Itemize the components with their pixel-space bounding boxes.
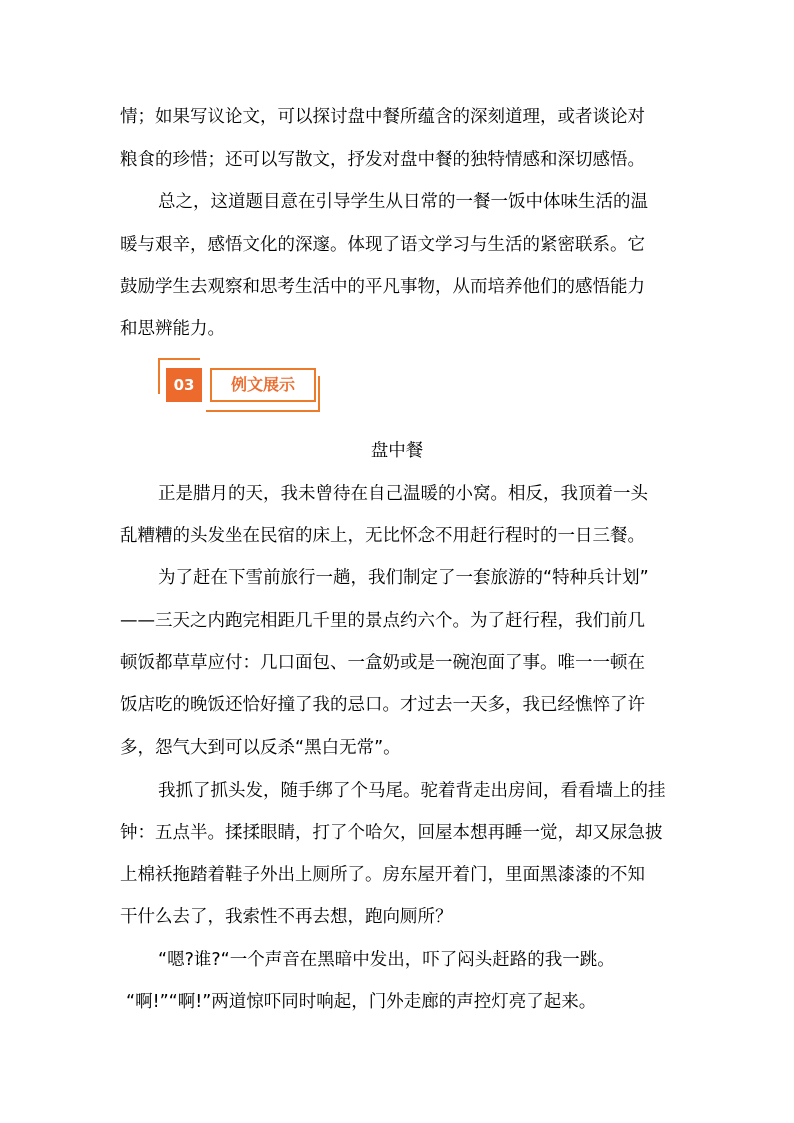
essay-line: ——三天之内跑完相距几千里的景点约六个。为了赶行程，我们前几: [120, 611, 645, 631]
intro-line: 总之，这道题目意在引导学生从日常的一餐一饭中体味生活的温: [158, 192, 648, 212]
essay-line: 正是腊月的天，我未曾待在自己温暖的小窝。相反，我顶着一头: [158, 484, 648, 504]
essay-line: 干什么去了，我索性不再去想，跑向厕所？: [120, 907, 453, 927]
essay-title: 盘中餐: [370, 441, 424, 461]
intro-line: 粮食的珍惜；还可以写散文，抒发对盘中餐的独特情感和深切感悟。: [120, 150, 645, 170]
essay-line: 乱糟糟的头发坐在民宿的床上，无比怀念不用赶行程时的一日三餐。: [120, 526, 645, 546]
essay-line: 饭店吃的晚饭还恰好撞了我的忌口。才过去一天多，我已经憔悴了许: [120, 695, 645, 715]
essay-line: 为了赶在下雪前旅行一趟，我们制定了一套旅游的“特种兵计划”: [158, 568, 649, 588]
essay-line: 顿饭都草草应付：几口面包、一盒奶或是一碗泡面了事。唯一一顿在: [120, 653, 645, 673]
section-header: [158, 358, 324, 412]
intro-line: 和思辨能力。: [120, 319, 225, 339]
section-number: 03: [166, 368, 202, 402]
section-label: 例文展示: [210, 368, 316, 402]
essay-line: 多，怨气大到可以反杀“黑白无常”。: [120, 738, 401, 758]
intro-line: 鼓励学生去观察和思考生活中的平凡事物，从而培养他们的感悟能力: [120, 277, 645, 297]
essay-line: 上棉袄拖踏着鞋子外出上厕所了。房东屋开着门，里面黑漆漆的不知: [120, 865, 645, 885]
intro-line: 情；如果写议论文，可以探讨盘中餐所蕴含的深刻道理，或者谈论对: [120, 107, 645, 127]
essay-line: “啊!”“啊!”两道惊吓同时响起，门外走廊的声控灯亮了起来。: [126, 992, 597, 1012]
essay-line: “嗯?谁?“一个声音在黑暗中发出，吓了闷头赶路的我一跳。: [158, 950, 615, 970]
essay-line: 我抓了抓头发，随手绑了个马尾。驼着背走出房间，看看墙上的挂: [158, 781, 666, 801]
intro-line: 暖与艰辛，感悟文化的深邃。体现了语文学习与生活的紧密联系。它: [120, 235, 645, 255]
essay-line: 钟：五点半。揉揉眼睛，打了个哈欠，回屋本想再睡一觉，却又尿急披: [120, 823, 663, 843]
